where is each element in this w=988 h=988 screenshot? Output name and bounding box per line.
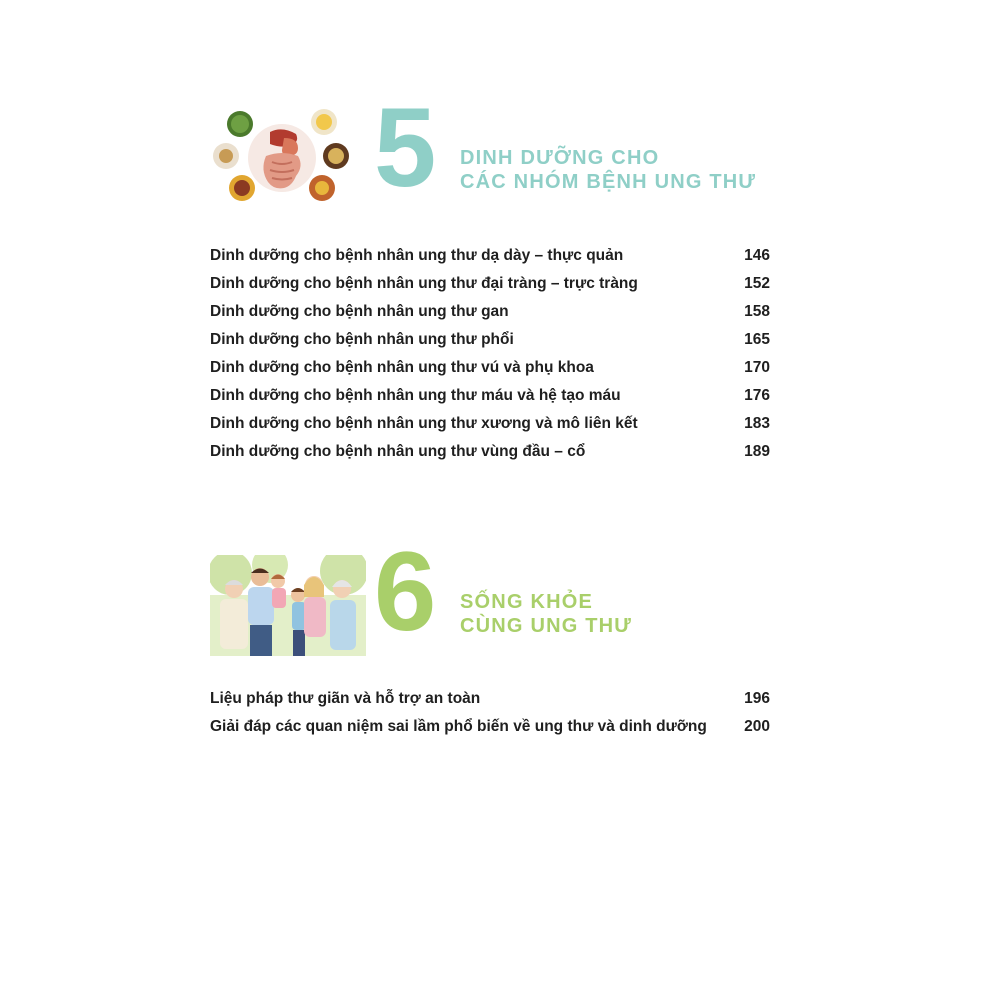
toc-entry[interactable]: [210, 331, 770, 359]
toc-entry-page: 183: [744, 415, 770, 432]
toc-entry[interactable]: [210, 359, 770, 387]
toc-entry-page: 165: [744, 331, 770, 348]
toc-entry-page: 200: [744, 718, 770, 735]
toc-entry-title: Liệu pháp thư giãn và hỗ trợ an toàn: [210, 690, 481, 707]
digestive-system-food-illustration: [212, 108, 352, 206]
toc-entry-title: Dinh dưỡng cho bệnh nhân ung thư đại tràng – trực tràng: [210, 275, 638, 292]
chapter-5-number: 5: [374, 85, 437, 210]
chapter-6-title-line-1: SỐNG KHỎE: [460, 591, 594, 613]
toc-entry-title: Giải đáp các quan niệm sai lầm phổ biến về ung thư và dinh dưỡng: [210, 718, 707, 735]
toc-entry-page: 196: [744, 690, 770, 707]
toc-entry[interactable]: [210, 415, 770, 443]
toc-entry-page: 146: [744, 247, 770, 264]
toc-entry[interactable]: [210, 275, 770, 303]
toc-entry-page: 176: [744, 387, 770, 404]
toc-entry-title: Dinh dưỡng cho bệnh nhân ung thư máu và hệ tạo máu: [210, 387, 621, 404]
toc-entry-page: 152: [744, 275, 770, 292]
chapter-6-number: 6: [374, 529, 437, 654]
toc-entry[interactable]: [210, 443, 770, 471]
toc-entry[interactable]: [210, 247, 770, 275]
toc-entry-title: Dinh dưỡng cho bệnh nhân ung thư phổi: [210, 331, 514, 348]
family-illustration: [210, 555, 366, 656]
toc-entry-title: Dinh dưỡng cho bệnh nhân ung thư vùng đầu – cổ: [210, 443, 586, 460]
toc-entry-page: 158: [744, 303, 770, 320]
toc-entry-page: 170: [744, 359, 770, 376]
chapter-5-title-line-1: DINH DƯỠNG CHO: [460, 147, 660, 169]
chapter-5-title: [460, 146, 756, 194]
toc-entry[interactable]: [210, 718, 770, 746]
toc-entry[interactable]: [210, 303, 770, 331]
chapter-6-title-line-2: CÙNG UNG THƯ: [460, 615, 633, 637]
toc-entry[interactable]: [210, 387, 770, 415]
chapter-5-title-line-2: CÁC NHÓM BỆNH UNG THƯ: [460, 171, 757, 193]
chapter-6-title: [460, 590, 632, 638]
toc-entry-title: Dinh dưỡng cho bệnh nhân ung thư xương và mô liên kết: [210, 415, 638, 432]
toc-entry-title: Dinh dưỡng cho bệnh nhân ung thư gan: [210, 303, 509, 320]
chapter-5-toc-list: [210, 247, 770, 471]
toc-entry-title: Dinh dưỡng cho bệnh nhân ung thư vú và phụ khoa: [210, 359, 594, 376]
toc-entry[interactable]: [210, 690, 770, 718]
toc-entry-page: 189: [744, 443, 770, 460]
toc-entry-title: Dinh dưỡng cho bệnh nhân ung thư dạ dày – thực quản: [210, 247, 624, 264]
chapter-6-toc-list: [210, 690, 770, 746]
